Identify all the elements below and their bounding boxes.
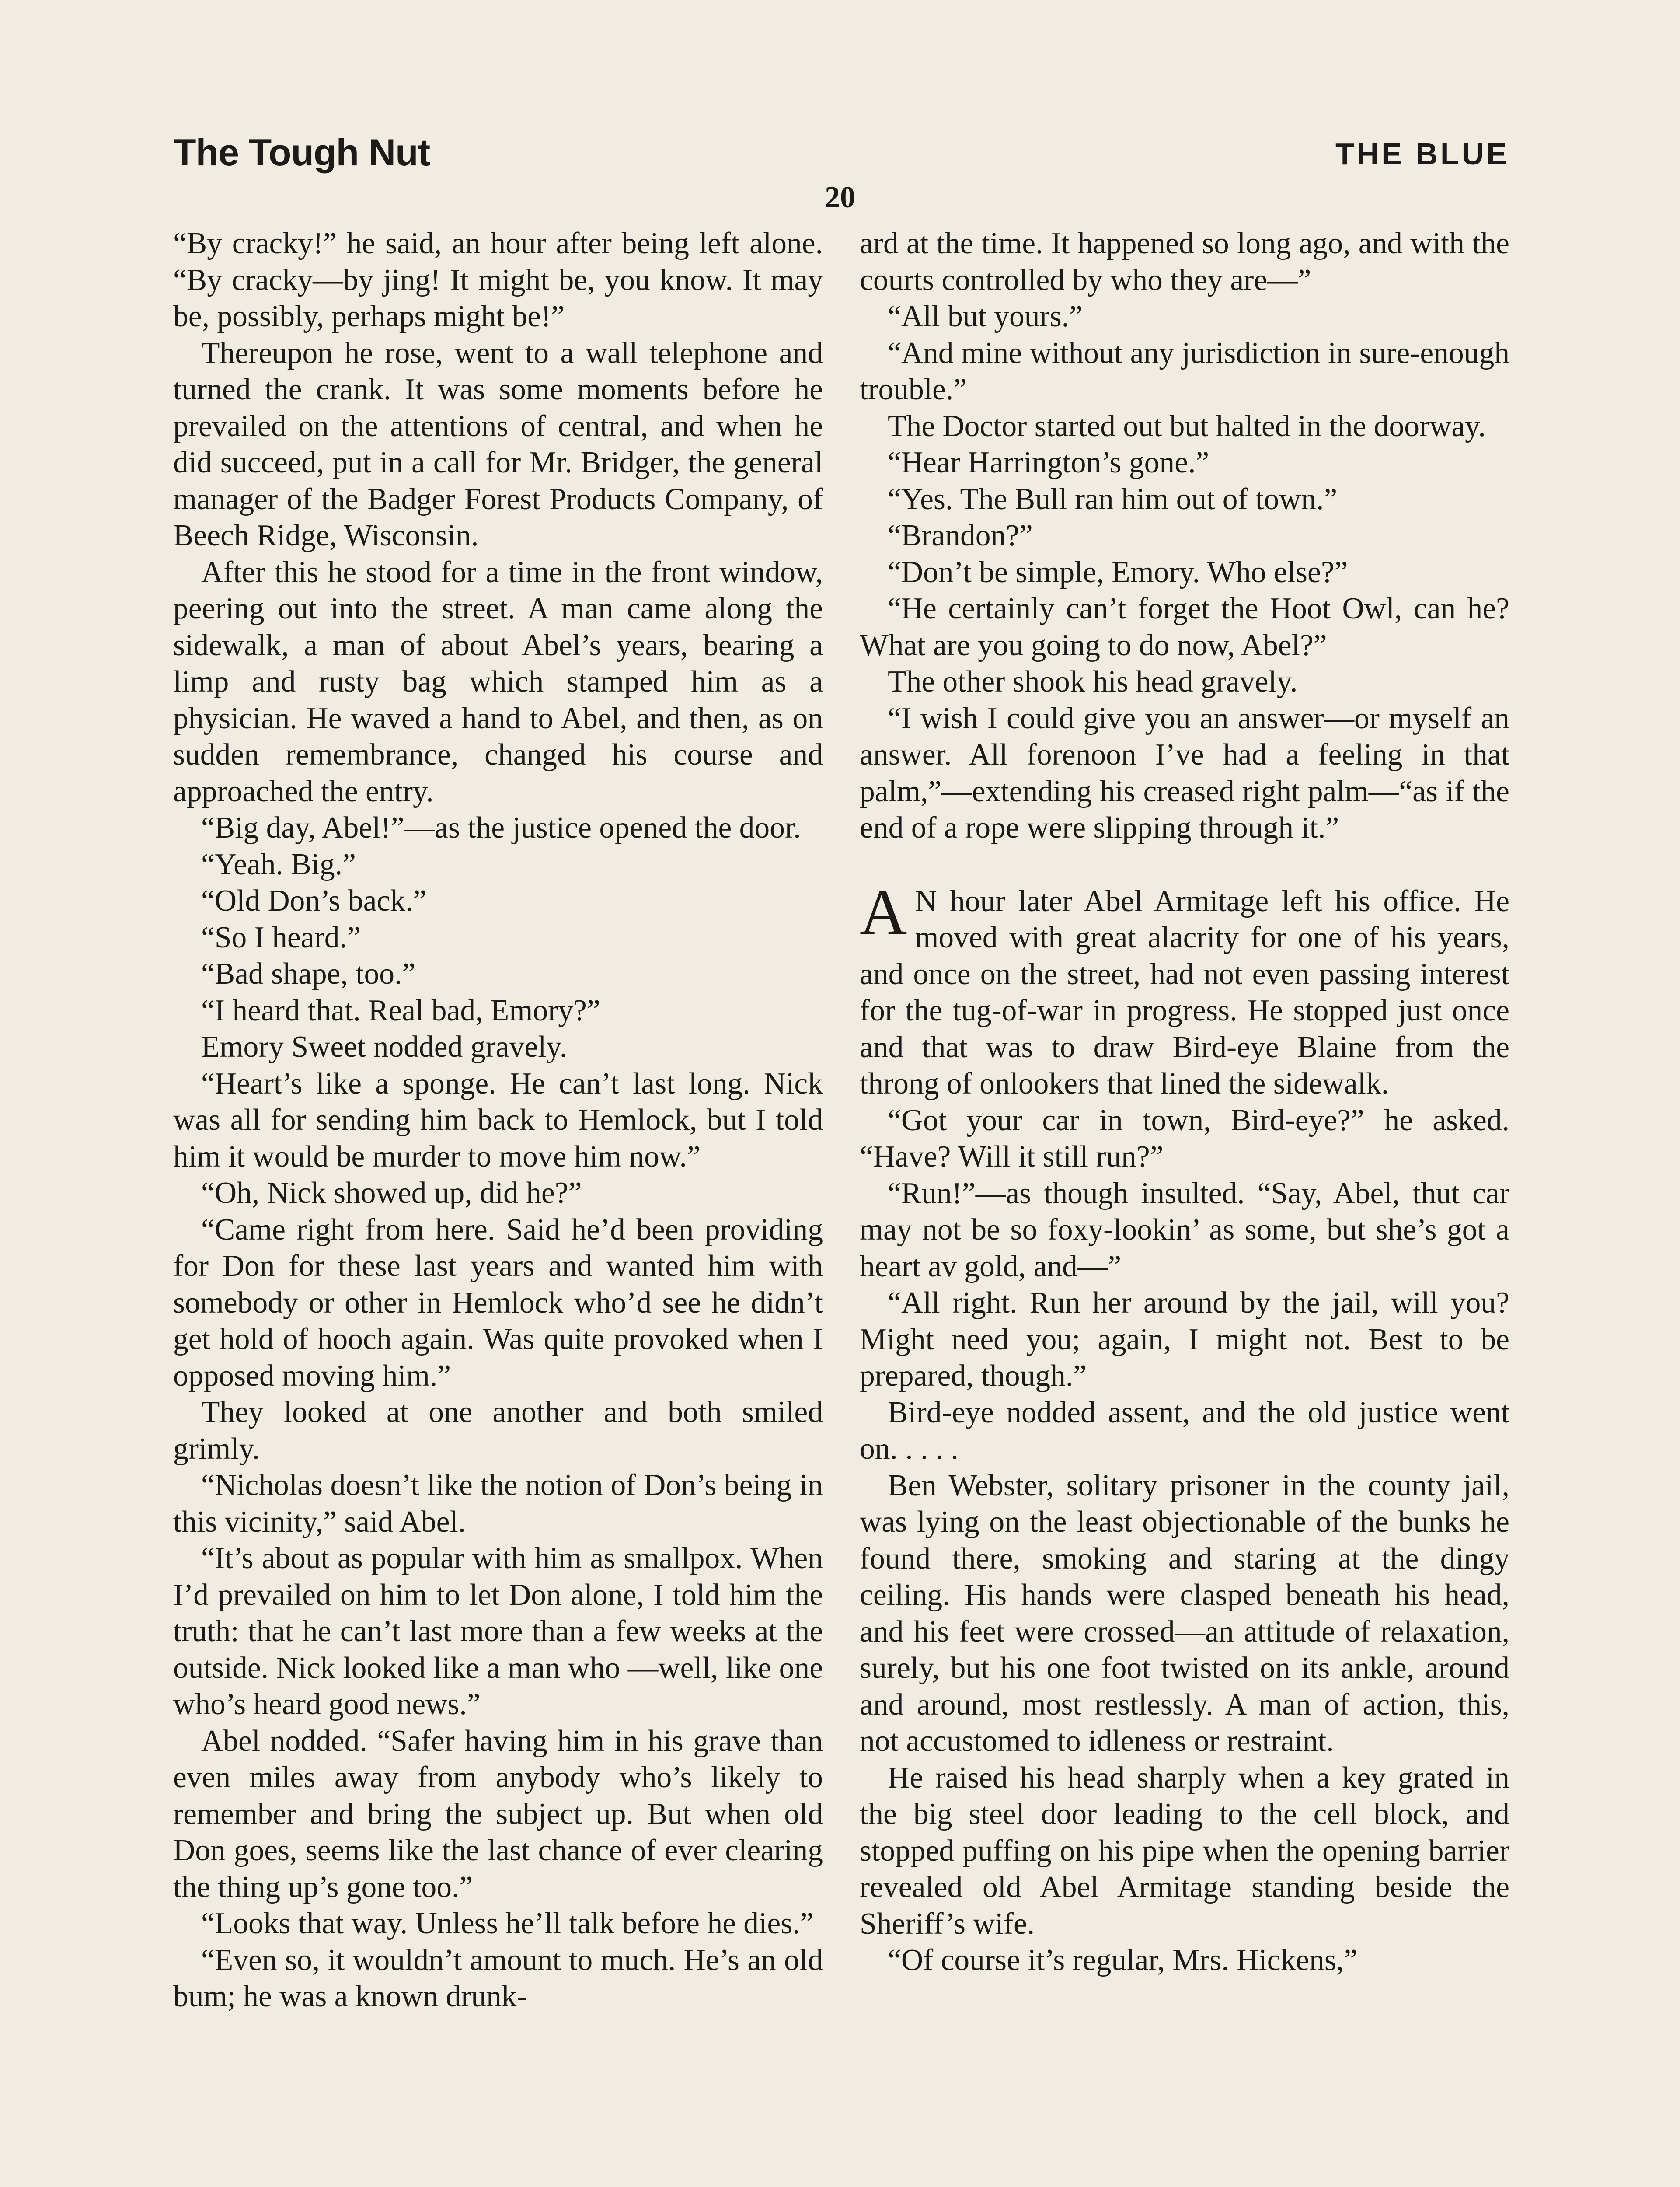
paragraph: “Run!”—as though insulted. “Say, Abel, thut car may not be so foxy-lookin’ as some, but she’s got a heart av gold, and—” (860, 1176, 1509, 1283)
paragraph: “So I heard.” (201, 920, 361, 954)
magazine-title: THE BLUE (1335, 137, 1509, 171)
paragraph: “I heard that. Real bad, Emory?” (201, 993, 600, 1027)
paragraph: He raised his head sharply when a key grated in the big steel door leading to the cell block, and stopped puffing on his pipe when the opening barrier revealed old Abel Armitage standing beside the Sheriff’s wife. (860, 1761, 1509, 1941)
paragraph: Ben Webster, solitary prisoner in the county jail, was lying on the least objectionable of the bunks he found there, smoking and staring at the dingy ceiling. His hands were clasped beneath his head, and his feet were crossed—an attitude of relaxation, surely, but his one foot twisted on its ankle, around and around, most restlessly. A man of action, this, not accustomed to idleness or restraint. (860, 1468, 1509, 1758)
paragraph: “I wish I could give you an answer—or myself an answer. All forenoon I’ve had a feeling in that palm,”—extending his creased right palm—“as if the end of a rope were slipping through it.” (860, 701, 1509, 845)
paragraph: “Got your car in town, Bird-eye?” he asked. “Have? Will it still run?” (860, 1103, 1509, 1174)
paragraph: “All but yours.” (888, 300, 1083, 333)
paragraph: Bird-eye nodded assent, and the old justice went on. . . . . (860, 1395, 1509, 1466)
paragraph: “Oh, Nick showed up, did he?” (201, 1176, 582, 1210)
paragraph: “And mine without any jurisdiction in sure-enough trouble.” (860, 336, 1509, 406)
paragraph: The other shook his head gravely. (888, 665, 1298, 699)
paragraph: “Heart’s like a sponge. He can’t last long. Nick was all for sending him back to Hemlock, but I told him it would be murder to move him now.” (173, 1066, 823, 1174)
paragraph: “Looks that way. Unless he’ll talk before he dies.” (201, 1907, 814, 1940)
paragraph: Thereupon he rose, went to a wall telephone and turned the crank. It was some moments before he prevailed on the attentions of central, and when he did succeed, put in a call for Mr. Bridger, the general manager of the Badger Forest Products Company, of Beech Ridge, Wisconsin. (173, 336, 823, 552)
paragraph: “He certainly can’t forget the Hoot Owl, can he? What are you going to do now, Abel?” (860, 592, 1509, 662)
section-opening-paragraph (860, 875, 1509, 1102)
paragraph: “Yeah. Big.” (201, 847, 356, 881)
paragraph: They looked at one another and both smiled grimly. (173, 1395, 823, 1466)
paragraph: “Of course it’s regular, Mrs. Hickens,” (888, 1943, 1358, 1977)
paragraph: “Old Don’s back.” (201, 884, 427, 918)
paragraph: “Yes. The Bull ran him out of town.” (888, 482, 1338, 516)
paragraph: “Big day, Abel!”—as the justice opened the door. (201, 811, 801, 845)
right-column (860, 225, 1509, 1979)
paragraph: After this he stood for a time in the front window, peering out into the street. A man came along the sidewalk, a man of about Abel’s years, bearing a limp and rusty bag which stamped him as a physician. He waved a hand to Abel, and then, as on sudden remembrance, changed his course and approached the entry. (173, 555, 823, 808)
paragraph: “It’s about as popular with him as smallpox. When I’d prevailed on him to let Don alone, I told him the truth: that he can’t last more than a few weeks at the outside. Nick looked like a man who —well, like one who’s heard good news.” (173, 1541, 823, 1721)
paragraph: “Brandon?” (888, 519, 1033, 552)
drop-cap: A (860, 875, 907, 948)
paragraph: “All right. Run her around by the jail, will you? Might need you; again, I might not. Best to be prepared, though.” (860, 1286, 1509, 1393)
story-title: The Tough Nut (173, 132, 430, 174)
paragraph: “Hear Harrington’s gone.” (888, 446, 1209, 479)
paragraph: “By cracky!” he said, an hour after being left alone. “By cracky—by jing! It might be, you know. It may be, possibly, perhaps might be!” (173, 227, 823, 333)
paragraph: “Don’t be simple, Emory. Who else?” (888, 555, 1348, 589)
left-column (173, 225, 823, 2015)
page-number: 20 (825, 181, 855, 214)
paragraph: ard at the time. It happened so long ago, and with the courts controlled by who they are—” (860, 227, 1509, 297)
paragraph: “Even so, it wouldn’t amount to much. He’s an old bum; he was a known drunk- (173, 1943, 823, 2013)
paragraph: Abel nodded. “Safer having him in his grave than even miles away from anybody who’s likely to remember and bring the subject up. But when old Don goes, seems like the last chance of ever clearing the thing up’s gone too.” (173, 1724, 823, 1904)
paragraph: “Bad shape, too.” (201, 957, 416, 991)
paragraph: “Came right from here. Said he’d been providing for Don for these last years and wanted him with somebody or other in Hemlock who’d see he didn’t get hold of hooch again. Was quite provoked when I opposed moving him.” (173, 1212, 823, 1393)
paragraph: The Doctor started out but halted in the doorway. (888, 409, 1486, 443)
paragraph: Emory Sweet nodded gravely. (201, 1030, 567, 1064)
paragraph: “Nicholas doesn’t like the notion of Don’s being in this vicinity,” said Abel. (173, 1468, 823, 1539)
section-opening-text: N hour later Abel Armitage left his office. He moved with great alacrity for one of his years, and once on the street, had not even passing interest for the tug-of-war in progress. He stopped just once and that was to draw Bird-eye Blaine from the throng of onlookers that lined the sidewalk. (860, 884, 1509, 1100)
